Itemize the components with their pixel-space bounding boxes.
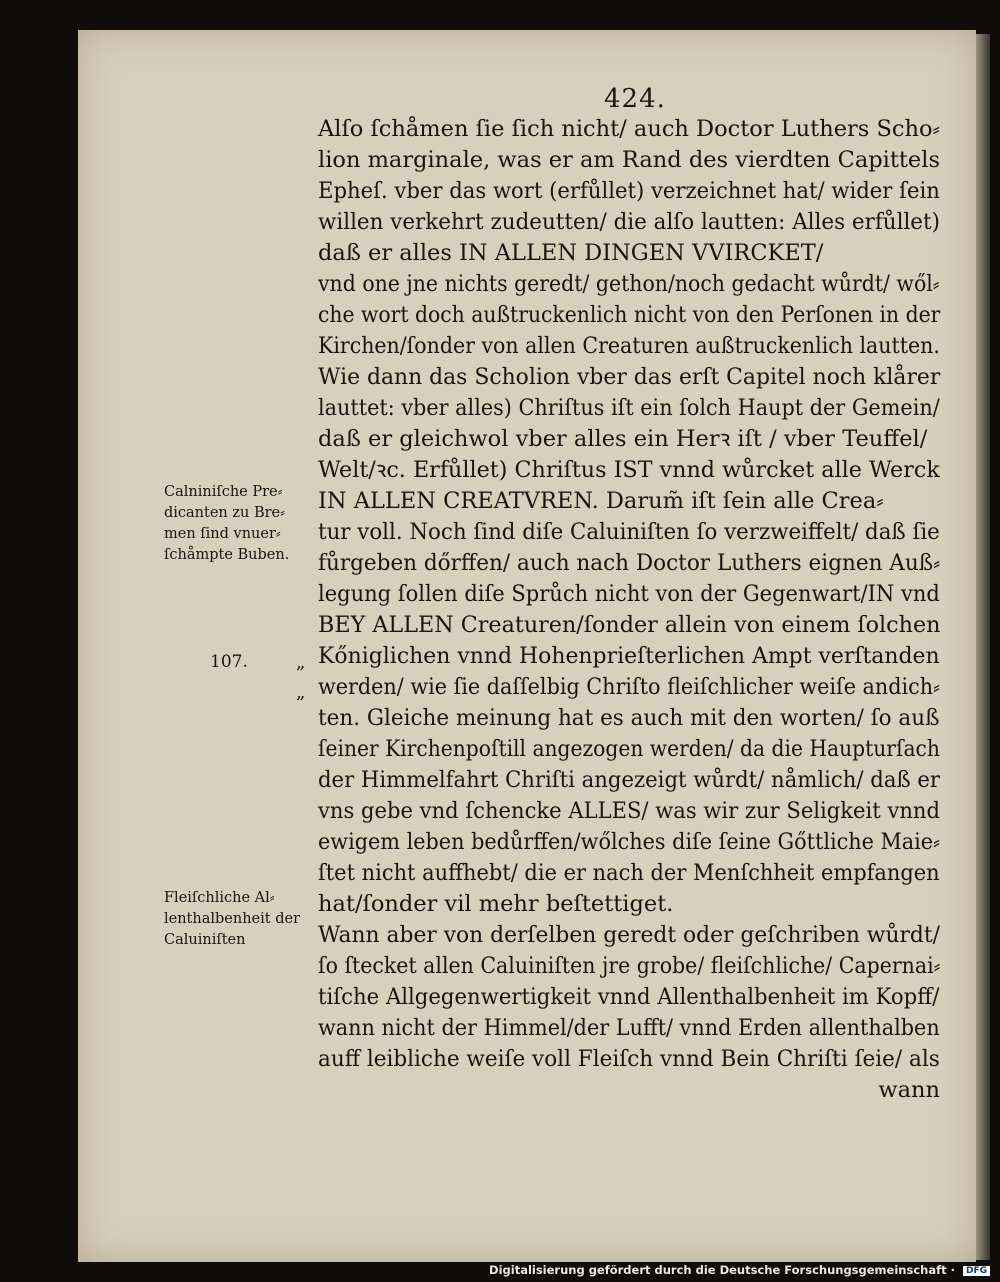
text-line: ewigem leben bedůrffen/wőlches diſe ſeine Gőttliche Maie⸗	[318, 829, 941, 855]
text-line: vns gebe vnd ſchencke ALLES/ was wir zur Seligkeit vnnd	[318, 798, 941, 824]
margin-note-line: lenthalbenheit der	[164, 911, 300, 927]
text-line: ſtet nicht auffhebt/ die er nach der Menſchheit empfangen	[318, 860, 940, 886]
margin-note-line: ſchåmpte Buben.	[164, 547, 290, 563]
text-line: ſeiner Kirchenpoſtill angezogen werden/ da die Haupturſach	[318, 736, 940, 762]
text-line: Wie dann das Scholion vber das erſt Capitel noch klårer	[318, 364, 941, 390]
text-line: ſo ſtecket allen Caluiniſten jre grobe/ fleiſchliche/ Capernai⸗	[318, 953, 941, 979]
text-line: daß er alles IN ALLEN DINGEN VVIRCKET/	[318, 240, 824, 266]
digitization-credit	[0, 1263, 990, 1277]
margin-note-line: Calniniſche Pre⸗	[164, 484, 283, 500]
text-line: tur voll. Noch ſind diſe Caluiniſten ſo verzweiffelt/ daß ſie	[318, 519, 940, 545]
quote-mark: „	[296, 682, 306, 703]
text-line: fůrgeben dőrffen/ auch nach Doctor Luthers eignen Auß⸗	[318, 550, 941, 576]
text-line: Kirchen/ſonder von allen Creaturen außtruckenlich lautten.	[318, 333, 940, 359]
text-line: Wann aber von derſelben geredt oder geſchriben wůrdt/	[318, 922, 940, 948]
text-line: ten. Gleiche meinung hat es auch mit den worten/ ſo auß	[318, 705, 940, 731]
text-line: Epheſ. vber das wort (erfůllet) verzeichnet hat/ wider ſein	[318, 178, 940, 204]
text-line: legung ſollen diſe Sprůch nicht von der Gegenwart/IN vnd	[318, 581, 940, 607]
text-line: Kőniglichen vnnd Hohenprieſterlichen Ampt verſtanden	[318, 643, 940, 669]
text-line: Welt/ꝛc. Erfůllet) Chriſtus IST vnnd wůrcket alle Werck	[318, 457, 940, 483]
text-line: wann nicht der Himmel/der Lufft/ vnnd Erden allenthalben	[318, 1015, 940, 1041]
text-line: Alſo ſchåmen ſie ſich nicht/ auch Doctor Luthers Scho⸗	[318, 116, 941, 142]
text-line: lauttet: vber alles) Chriſtus iſt ein ſolch Haupt der Gemein/	[318, 395, 940, 421]
text-line: BEY ALLEN Creaturen/ſonder allein von einem ſolchen	[318, 612, 941, 638]
text-line: tiſche Allgegenwertigkeit vnnd Allenthalbenheit im Kopff/	[318, 984, 940, 1010]
margin-number: 107.	[210, 652, 248, 672]
dfg-logo: DFG	[963, 1266, 990, 1276]
quote-mark: „	[296, 652, 306, 673]
text-line: der Himmelfahrt Chriſti angezeigt wůrdt/ nåmlich/ daß er	[318, 767, 940, 793]
margin-note-line: Caluiniſten	[164, 932, 246, 948]
text-line: IN ALLEN CREATVREN. Darum̃ iſt ſein alle Crea⸗	[318, 488, 884, 514]
margin-note-preachers	[164, 482, 316, 566]
catchword: wann	[878, 1077, 940, 1103]
text-line: auff leibliche weiſe voll Fleiſch vnnd Bein Chriſti ſeie/ als	[318, 1046, 940, 1072]
credit-text: Digitalisierung gefördert durch die Deutsche Forschungsgemeinschaft ·	[489, 1263, 955, 1277]
margin-note-line: Fleiſchliche Al⸗	[164, 890, 275, 906]
text-line: lion marginale, was er am Rand des vierdten Capittels	[318, 147, 940, 173]
page-number: 424.	[604, 84, 666, 114]
text-line: vnd one jne nichts geredt/ gethon/noch gedacht wůrdt/ wől⸗	[318, 271, 940, 297]
text-line: che wort doch außtruckenlich nicht von den Perſonen in der	[318, 302, 941, 328]
page-edge	[976, 34, 990, 1260]
text-line: willen verkehrt zudeutten/ die alſo lautten: Alles erfůllet)	[318, 209, 940, 235]
main-text-block	[318, 114, 940, 1106]
text-line: daß er gleichwol vber alles ein Herꝛ iſt / vber Teuffel/	[318, 426, 928, 452]
margin-note-omnipresence	[164, 888, 316, 951]
text-line: hat/ſonder vil mehr beſtettiget.	[318, 891, 674, 917]
margin-note-line: men ſind vnuer⸗	[164, 526, 281, 542]
margin-note-line: dicanten zu Bre⸗	[164, 505, 285, 521]
text-line: werden/ wie ſie daſſelbig Chriſto fleiſchlicher weiſe andich⸗	[318, 674, 941, 700]
